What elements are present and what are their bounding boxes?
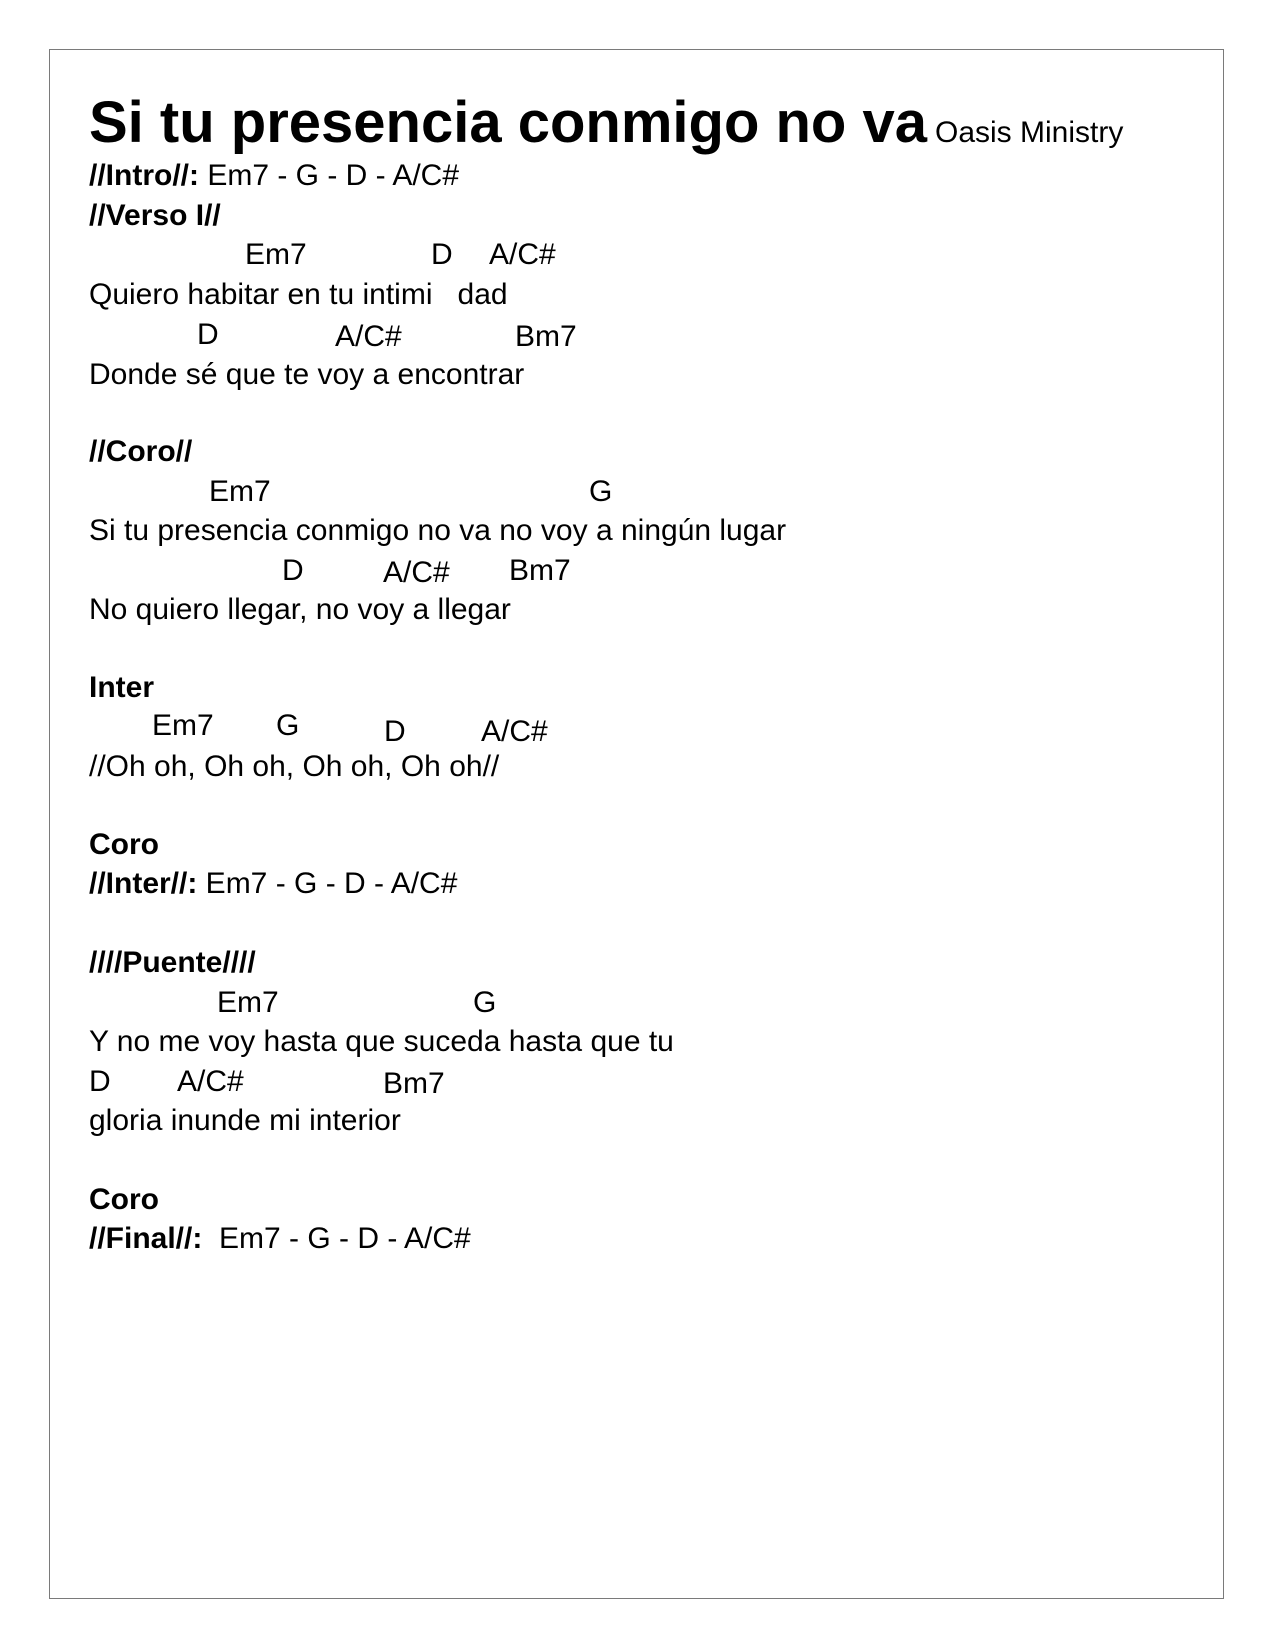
chord: A/C# bbox=[177, 1065, 244, 1098]
chord: Em7 bbox=[209, 475, 271, 508]
bridge-label: ////Puente//// bbox=[89, 946, 256, 979]
lyric-line: Donde sé que te voy a encontrar bbox=[89, 358, 525, 391]
chorus-label: //Coro// bbox=[89, 435, 193, 468]
inter2-chords: Em7 - G - D - A/C# bbox=[197, 867, 458, 900]
chord: Bm7 bbox=[509, 554, 571, 587]
intro-label: //Intro//: bbox=[89, 159, 199, 192]
chord: Bm7 bbox=[383, 1067, 445, 1100]
lyric-line: Quiero habitar en tu intimi dad bbox=[89, 278, 508, 311]
inter-label: Inter bbox=[89, 671, 155, 704]
title-line bbox=[89, 90, 1124, 155]
chord: D bbox=[89, 1065, 111, 1098]
song-title: Si tu presencia conmigo no va bbox=[89, 90, 927, 155]
chord: D bbox=[282, 554, 304, 587]
chord: D bbox=[197, 318, 219, 351]
artist-name: Oasis Ministry bbox=[934, 116, 1124, 149]
inter2-label: //Inter//: bbox=[89, 867, 198, 900]
coro-label: Coro bbox=[89, 1183, 159, 1216]
chord: A/C# bbox=[335, 320, 402, 353]
chord: G bbox=[589, 475, 613, 508]
intro-chords: Em7 - G - D - A/C# bbox=[198, 159, 460, 192]
final-label: //Final//: bbox=[89, 1222, 203, 1255]
chord: Em7 bbox=[152, 709, 214, 742]
lyric-line: No quiero llegar, no voy a llegar bbox=[89, 593, 511, 626]
lyric-line: //Oh oh, Oh oh, Oh oh, Oh oh// bbox=[89, 750, 500, 783]
chord: G bbox=[473, 986, 497, 1019]
final-line bbox=[89, 1224, 471, 1254]
lyric-line: Si tu presencia conmigo no va no voy a ningún lugar bbox=[89, 514, 787, 547]
lyric-line: Y no me voy hasta que suceda hasta que tu bbox=[89, 1025, 674, 1058]
inter2-line bbox=[89, 869, 457, 899]
chord: A/C# bbox=[383, 556, 450, 589]
chord: D bbox=[431, 238, 453, 271]
intro-line bbox=[89, 161, 459, 191]
lyric-line: gloria inunde mi interior bbox=[89, 1104, 401, 1137]
chord: D bbox=[384, 715, 406, 748]
chord: G bbox=[276, 709, 300, 742]
chord: Em7 bbox=[217, 986, 279, 1019]
chord: A/C# bbox=[489, 238, 556, 271]
chord: Bm7 bbox=[515, 320, 577, 353]
chord: A/C# bbox=[481, 715, 548, 748]
chord: Em7 bbox=[245, 238, 307, 271]
final-chords: Em7 - G - D - A/C# bbox=[202, 1222, 471, 1255]
coro-label: Coro bbox=[89, 828, 159, 861]
verse1-label: //Verso I// bbox=[89, 199, 221, 232]
